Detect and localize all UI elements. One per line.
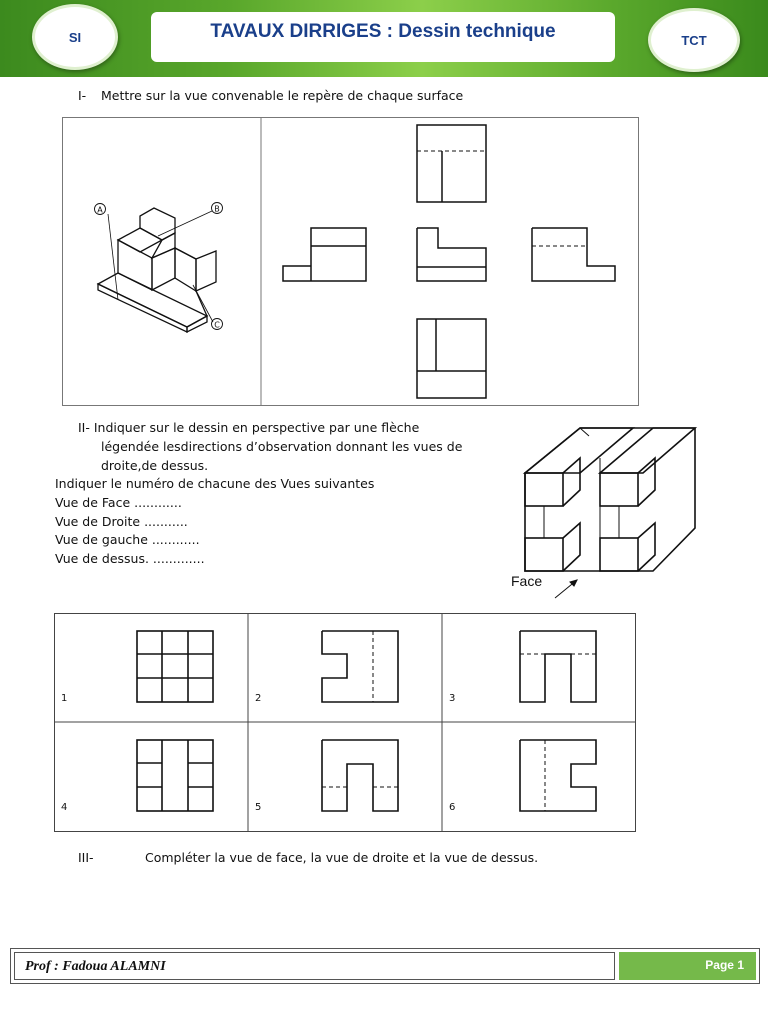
view-1-drawing [137, 631, 213, 702]
section3-text: Compléter la vue de face, la vue de droite et la vue de dessus. [145, 850, 539, 865]
object-block-tl [525, 473, 563, 506]
vue-dessus-line: Vue de dessus. ............. [55, 551, 205, 566]
orthographic-views [260, 117, 640, 406]
section2-line2: légendée lesdirections d’observation donnant les vues de [101, 439, 463, 454]
vue-face-line: Vue de Face ............ [55, 495, 182, 510]
footer-author: Prof : Fadoua ALAMNI [14, 952, 615, 980]
iso-base-side [98, 284, 187, 332]
iso-base-end [187, 316, 207, 332]
view-6-drawing [520, 740, 596, 811]
footer [10, 948, 760, 984]
object-block-br [600, 538, 638, 571]
view-3-drawing [520, 631, 596, 702]
title-box [151, 12, 615, 62]
leader-a [108, 214, 118, 300]
badge-tct [648, 8, 740, 72]
badge-si [32, 4, 118, 70]
page-title: TAVAUX DIRRIGES : Dessin technique [210, 21, 556, 42]
vue-droite-line: Vue de Droite ........... [55, 514, 188, 529]
view-drawings [54, 613, 636, 832]
view-front [417, 228, 486, 281]
object-block-bl [525, 538, 563, 571]
view-left [283, 228, 366, 281]
vue-gauche-line: Vue de gauche ............ [55, 532, 200, 547]
label-a: A [97, 205, 103, 215]
object-side-4 [638, 523, 655, 571]
view-number-2: 2 [255, 693, 262, 704]
iso-edge-2 [196, 291, 207, 316]
view-2-drawing [322, 631, 398, 702]
section1-number: I- [78, 88, 87, 103]
object-top-right [600, 428, 695, 473]
object-side-2 [563, 523, 580, 571]
iso-step-front [152, 248, 175, 290]
view-5-drawing [322, 740, 398, 811]
footer-page: Page 1 [619, 952, 756, 980]
section2-line1: II- Indiquer sur le dessin en perspective par une flèche [78, 420, 420, 435]
label-c: C [214, 320, 220, 330]
view-right [532, 228, 615, 281]
isometric-drawing [90, 200, 250, 340]
iso-edge [175, 248, 196, 259]
face-label: Face [511, 573, 543, 589]
iso-right-face [196, 251, 216, 291]
object-slot-edge [580, 428, 589, 436]
label-b: B [214, 204, 220, 214]
iso-tall-top [118, 228, 162, 252]
view-number-4: 4 [61, 802, 68, 813]
view-number-5: 5 [255, 802, 262, 813]
leader-c [193, 285, 213, 322]
iso-step-top [175, 248, 196, 291]
badge-tct-label: TCT [681, 32, 707, 48]
leader-b [158, 211, 212, 236]
badge-si-label: SI [68, 29, 82, 45]
view-number-3: 3 [449, 693, 456, 704]
section3-number: III- [78, 850, 94, 865]
object-top-left [525, 428, 633, 473]
section2-line3: droite,de dessus. [101, 458, 209, 473]
object-side-1 [563, 458, 580, 506]
view-number-6: 6 [449, 802, 456, 813]
object-block-tr [600, 473, 638, 506]
view-bottom [417, 319, 486, 398]
view-number-1: 1 [61, 693, 68, 704]
view-top-top [417, 125, 486, 202]
section1-heading: Mettre sur la vue convenable le repère de chaque surface [101, 88, 464, 103]
view-4-drawing [137, 740, 213, 811]
section2-line4: Indiquer le numéro de chacune des Vues suivantes [55, 476, 375, 491]
